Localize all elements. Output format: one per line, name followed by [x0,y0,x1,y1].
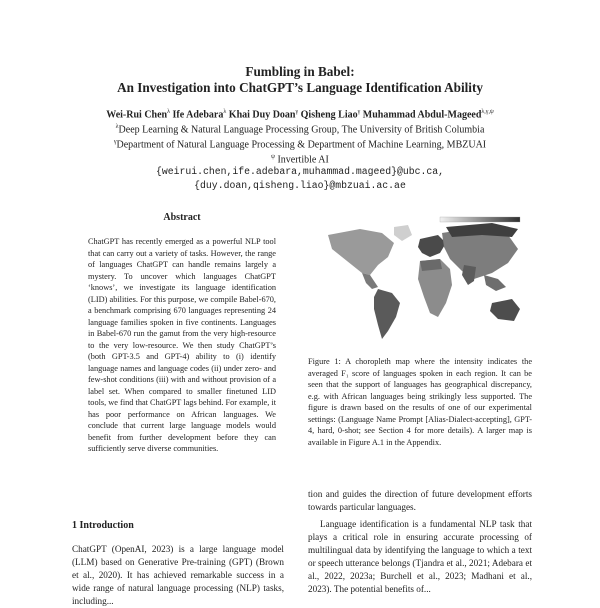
map-south-america [374,289,400,339]
author-name: Khai Duy Doan [228,109,296,121]
author-name: Wei-Rui Chen [106,109,168,121]
map-africa-north [420,259,442,271]
author-affiliation-mark: γ [295,109,299,115]
choropleth-world-map [322,213,532,348]
map-europe [418,235,446,257]
paper-title-line-1: Fumbling in Babel: [245,64,355,79]
map-central-america [362,273,378,289]
map-india [462,265,476,285]
email-line-2: {duy.doan,qisheng.liao}@mbzuai.ac.ae [194,180,406,191]
introduction-body: ChatGPT (OpenAI, 2023) is a large language model (LLM) based on Generative Pre-training (GPT) (Brown et al., 2020). It has achieved remarkable success in a wide range of natural language processing (NLP) tasks, including... [72,544,284,606]
map-australia [490,299,520,321]
email-line-1: {weirui.chen,ife.adebara,muhammad.mageed}@ubc.ca, [155,166,445,177]
author-name: Qisheng Liao [300,109,358,121]
author-affiliation-mark: γ [357,109,361,115]
author-affiliation-mark: λ,γ,ψ [481,109,494,115]
map-southeast-asia [484,275,506,291]
map-russia [446,223,518,237]
section-heading-introduction: 1 Introduction [72,520,134,531]
map-north-america [328,229,394,275]
paper-title-line-2: An Investigation into ChatGPT’s Language Identification Ability [117,80,483,95]
paragraph: Language identification is a fundamental NLP task that plays a critical role in ensuring accurate processing of multilingual data by identifying the language to which a text or speech utterance belongs (Tjandra et al., 2021; Adebara et al., 2022, 2023a; Burchell et al., 2023; Madhani et al., 2023). The potential benefits of... [308,519,532,594]
paragraph: tion and guides the direction of future development efforts towards particular languages. [308,489,532,512]
affiliation-2: $^\gamma$Department of Natural Language Processing & Department of Machine Learning, MBZUAI [113,139,487,151]
author-affiliation-mark: λ [167,109,171,115]
affiliation-1: $^\lambda$Deep Learning & Natural Language Processing Group, The University of British Columbia [115,124,485,136]
figure-caption: Figure 1: A choropleth map where the intensity indicates the averaged F₁ score of languages spoken in each region. It can be seen that the support of languages has geographical discrepancy, e.g. with African languages being strikingly less supported. The figure is drawn based on the results of one of our experimental settings: (Language Name Prompt [Alias-Dialect-accepting], GPT-4, hard, 0-shot; see Section 4 for more details). A larger map is available in Figure A.1 in the Appendix. [308,357,532,447]
map-greenland [394,225,412,241]
abstract-body: ChatGPT has recently emerged as a powerful NLP tool that can carry out a variety of tasks. However, the range of languages ChatGPT can handle remains largely a mystery. To uncover which languages ChatGPT ‘knows’, we investigate its language identification (LID) abilities. For this purpose, we compile Babel-670, a benchmark comprising 670 languages representing 24 language families spoken in five continents. Languages in Babel-670 run the gamut from the very high-resource to the very low-resource. We then study ChatGPT’s (both GPT-3.5 and GPT-4) ability to (i) identify language names and language codes (ii) under zero- and few-shot conditions (iii) with and without provision of a label set. When compared to smaller finetuned LID tools, we find that ChatGPT lags behind. For example, it has poor performance on African languages. We conclude that current large language models would benefit from further development before they can sufficiently serve diverse communities. [88,237,276,453]
author-affiliation-mark: λ [223,109,227,115]
right-column-body [308,488,532,596]
author-name: Ife Adebara [172,109,224,121]
colorbar [440,217,520,222]
author-name: Muhammad Abdul-Mageed [362,109,482,121]
abstract-heading: Abstract [163,212,201,223]
affiliation-3: $^\psi$ Invertible AI [271,154,329,166]
author-list [0,106,600,121]
